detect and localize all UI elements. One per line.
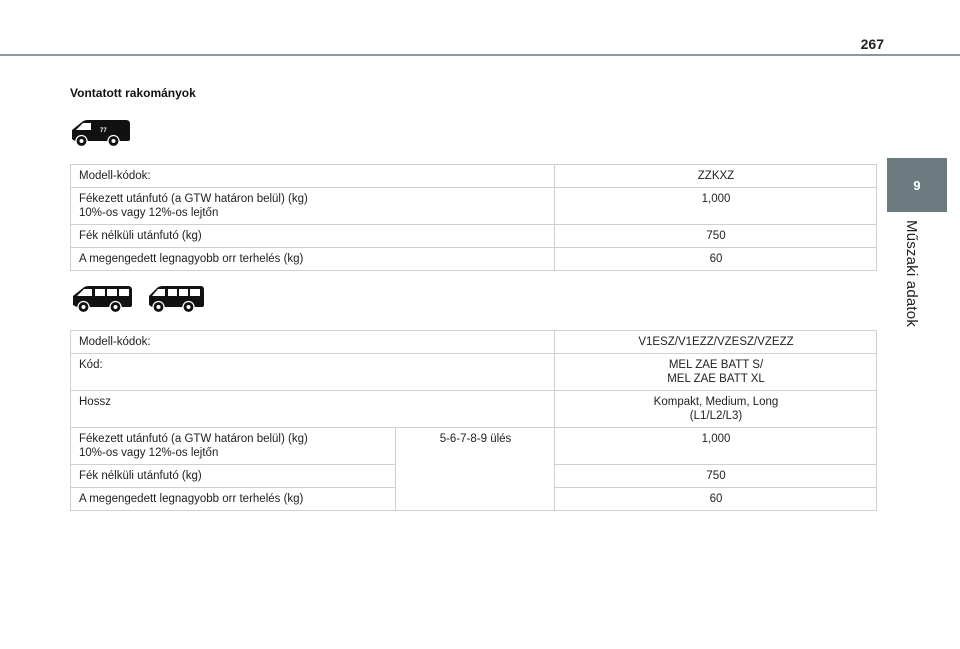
- row-label: A megengedett legnagyobb orr terhelés (kg): [71, 248, 555, 271]
- row-label: Fék nélküli utánfutó (kg): [71, 225, 555, 248]
- page-number: 267: [860, 36, 884, 52]
- chapter-tab[interactable]: [887, 158, 947, 212]
- row-value: 750: [555, 225, 877, 248]
- spec-table-2: [70, 330, 877, 511]
- row-value: 1,000: [555, 428, 877, 465]
- vehicle-icons-row-1: [68, 118, 132, 148]
- row-value: MEL ZAE BATT S/ MEL ZAE BATT XL: [555, 354, 877, 391]
- row-value: 60: [555, 488, 877, 511]
- table-row: [71, 391, 877, 428]
- row-value: 750: [555, 465, 877, 488]
- row-value: V1ESZ/V1EZZ/VZESZ/VZEZZ: [555, 331, 877, 354]
- passenger-van-icon: [70, 284, 134, 314]
- table-row: [71, 331, 877, 354]
- table-row: [71, 188, 877, 225]
- table-row: [71, 354, 877, 391]
- table-row: [71, 165, 877, 188]
- row-label: Fék nélküli utánfutó (kg): [71, 465, 396, 488]
- row-value: 60: [555, 248, 877, 271]
- chapter-tab-number: 9: [913, 177, 921, 193]
- table-row: [71, 248, 877, 271]
- chapter-title: Műszaki adatok: [903, 220, 920, 328]
- row-label: Fékezett utánfutó (a GTW határon belül) (kg) 10%-os vagy 12%-os lejtőn: [71, 188, 555, 225]
- row-value: 1,000: [555, 188, 877, 225]
- row-value: Kompakt, Medium, Long (L1/L2/L3): [555, 391, 877, 428]
- row-value: ZZKXZ: [555, 165, 877, 188]
- row-label: Hossz: [71, 391, 555, 428]
- row-label: A megengedett legnagyobb orr terhelés (kg): [71, 488, 396, 511]
- row-label: Modell-kódok:: [71, 331, 555, 354]
- spec-table-1: [70, 164, 877, 271]
- row-label: Fékezett utánfutó (a GTW határon belül) (kg) 10%-os vagy 12%-os lejtőn: [71, 428, 396, 465]
- minibus-icon: [146, 284, 206, 314]
- seats-cell: 5-6-7-8-9 ülés: [396, 428, 555, 511]
- header-divider: [0, 54, 960, 56]
- svg-text:77: 77: [100, 128, 107, 134]
- vehicle-icons-row-2: [70, 284, 206, 314]
- row-label: Kód:: [71, 354, 555, 391]
- table-row: [71, 225, 877, 248]
- table-row: [71, 428, 877, 465]
- section-title: Vontatott rakományok: [70, 86, 196, 100]
- cargo-van-icon: [68, 118, 132, 148]
- row-label: Modell-kódok:: [71, 165, 555, 188]
